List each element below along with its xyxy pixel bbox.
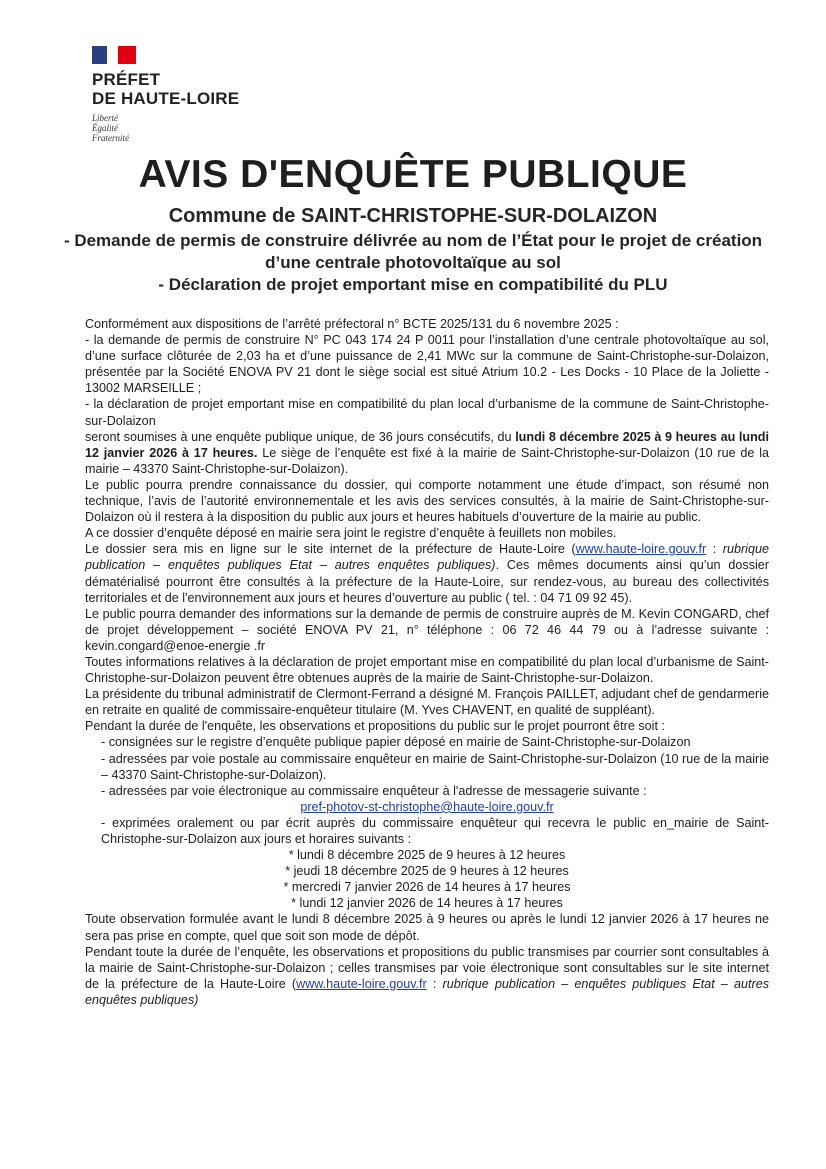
info-plu-paragraph: Toutes informations relatives à la déclaration de projet emportant mise en compatibilité du plan local d’urbanisme de Saint-Christophe-sur-Dolaizon peuvent être obtenues auprès de la mairie de Saint-Christophe-sur-Dolaizon. bbox=[85, 654, 769, 686]
online-paragraph: Le dossier sera mis en ligne sur le site internet de la préfecture de Haute-Loire (www.haute-loire.gouv.fr : rubrique publication – enquêtes publiques Etat – autres enquêtes publiques). Ces mêmes documents ainsi qu’un dossier dématérialisé pourront être consultés à la préfecture de la Haute-Loire, sur rendez-vous, au bureau des collectivités territoriales et de l'environnement aux jours et heures d’ouverture au public ( tel. : 04 71 09 92 45). bbox=[85, 542, 769, 605]
commissaire-paragraph: La présidente du tribunal administratif de Clermont-Ferrand a désigné M. François PAILLET, adjudant chef de gendarmerie en retraite en qualité de commissaire-enquêteur titulaire (M. Yves CHAVENT, en qualité de suppléant). bbox=[85, 687, 769, 718]
prefecture-logo bbox=[92, 46, 239, 143]
info-permis-paragraph: Le public pourra demander des informations sur la demande de permis de construire auprès de M. Kevin CONGARD, chef de projet développement – société ENOVA PV 21, n° téléphone : 06 72 46 44 79 ou à l’adresse suivante : kevin.congard@enoe-energie .fr bbox=[85, 606, 769, 653]
observation-mode-registre: - consignées sur le registre d’enquête publique papier déposé en mairie de Saint-Christophe-sur-Dolaizon bbox=[101, 735, 691, 750]
authority-name bbox=[92, 70, 239, 108]
commune-heading: Commune de SAINT-CHRISTOPHE-SUR-DOLAIZON bbox=[168, 205, 658, 227]
commissaire-email-link[interactable]: pref-photov-st-christophe@haute-loire.gouv.fr bbox=[300, 799, 554, 814]
period-dates: lundi 8 décembre 2025 à 9 heures au lundi 12 janvier 2026 à 17 heures. bbox=[85, 429, 769, 460]
motto-egalite: Égalité bbox=[92, 123, 118, 133]
page-title: AVIS D'ENQUÊTE PUBLIQUE bbox=[138, 153, 688, 196]
subtitles bbox=[60, 230, 766, 296]
consult-paragraph: Le public pourra prendre connaissance du dossier, qui comporte notamment une étude d’impact, son résumé non technique, l’avis de l’autorité environnementale et les avis des services consultés, à la mairie de Saint-Christophe-sur-Dolaizon où il restera à la disposition du public aux jours et heures habituels d’ouverture de la mairie au public. bbox=[85, 477, 769, 525]
marianne-flag-icon bbox=[92, 46, 136, 64]
motto-liberte: Liberté bbox=[92, 113, 118, 123]
item-permis: - la demande de permis de construire N° PC 043 174 24 P 0011 pour l’installation d’une centrale photovoltaïque au sol, d’une surface clôturée de 2,03 ha et d’une puissance de 2,41 MWc sur la commune de Saint-Christophe-sur-Dolaizon, présentée par la Société ENOVA PV 21 dont le siège social est situé Atrium 10.2 - Les Docks - 10 Place de la Joliette - 13002 MARSEILLE ; bbox=[85, 333, 769, 396]
notice-body bbox=[85, 316, 769, 1008]
observation-mode-oral: - exprimées oralement ou par écrit auprès du commissaire enquêteur qui recevra le public en_mairie de Saint-Christophe-sur-Dolaizon aux jours et horaires suivants : bbox=[101, 815, 769, 846]
intro-paragraph: Conformément aux dispositions de l’arrêté préfectoral n° BCTE 2025/131 du 6 novembre 2025 : bbox=[85, 317, 619, 331]
authority-line-1: PRÉFET bbox=[92, 70, 161, 89]
authority-line-2: DE HAUTE-LOIRE bbox=[92, 89, 240, 108]
permanence-item: * lundi 12 janvier 2026 de 14 heures à 17 heures bbox=[291, 896, 563, 911]
permanence-item: * mercredi 7 janvier 2026 de 14 heures à 17 heures bbox=[283, 880, 571, 895]
observation-mode-postal: - adressées par voie postale au commissaire enquêteur en mairie de Saint-Christophe-sur-Dolaizon (10 rue de la mairie – 43370 Saint-Christophe-sur-Dolaizon). bbox=[101, 751, 769, 782]
item-plu: - la déclaration de projet emportant mise en compatibilité du plan local d’urbanisme de la commune de Saint-Christophe-sur-Dolaizon bbox=[85, 397, 769, 428]
prefecture-website-link[interactable]: www.haute-loire.gouv.fr bbox=[575, 542, 707, 557]
email-line bbox=[85, 799, 769, 815]
publication-paragraph: Pendant toute la durée de l’enquête, les observations et propositions du public transmises par courrier sont consultables à la mairie de Saint-Christophe-sur-Dolaizon ; celles transmises par voie électronique sont consultables sur le site internet de la préfecture de la Haute-Loire (www.haute-loire.gouv.fr : rubrique publication – enquêtes publiques Etat – autres enquêtes publiques) bbox=[85, 944, 769, 1007]
subtitle-permis: - Demande de permis de construire délivrée au nom de l’État pour le projet de création d’une centrale photovoltaïque au sol bbox=[63, 231, 763, 272]
permanence-item: * jeudi 18 décembre 2025 de 9 heures à 12 heures bbox=[285, 864, 569, 879]
subtitle-plu: - Déclaration de projet emportant mise en compatibilité du PLU bbox=[158, 275, 668, 294]
republic-motto bbox=[92, 113, 239, 143]
observation-mode-email: - adressées par voie électronique au commissaire enquêteur à l'adresse de messagerie suivante : bbox=[101, 783, 647, 798]
period-paragraph: seront soumises à une enquête publique unique, de 36 jours consécutifs, du lundi 8 décembre 2025 à 9 heures au lundi 12 janvier 2026 à 17 heures. Le siège de l’enquête est fixé à la mairie de Saint-Christophe-sur-Dolaizon (10 rue de la mairie – 43370 Saint-Christophe-sur-Dolaizon). bbox=[85, 429, 769, 476]
registre-paragraph: A ce dossier d’enquête déposé en mairie sera joint le registre d’enquête à feuillets non mobiles. bbox=[85, 526, 617, 541]
permanence-item: * lundi 8 décembre 2025 de 9 heures à 12 heures bbox=[288, 848, 566, 863]
observations-intro: Pendant la durée de l'enquête, les observations et propositions du public sur le projet pourront être soit : bbox=[85, 719, 665, 734]
prefecture-website-link-2[interactable]: www.haute-loire.gouv.fr bbox=[296, 976, 427, 991]
motto-fraternite: Fraternité bbox=[92, 133, 129, 143]
hors-delai-paragraph: Toute observation formulée avant le lundi 8 décembre 2025 à 9 heures ou après le lundi 12 janvier 2026 à 17 heures ne sera pas prise en compte, quel que soit son mode de dépôt. bbox=[85, 912, 769, 943]
